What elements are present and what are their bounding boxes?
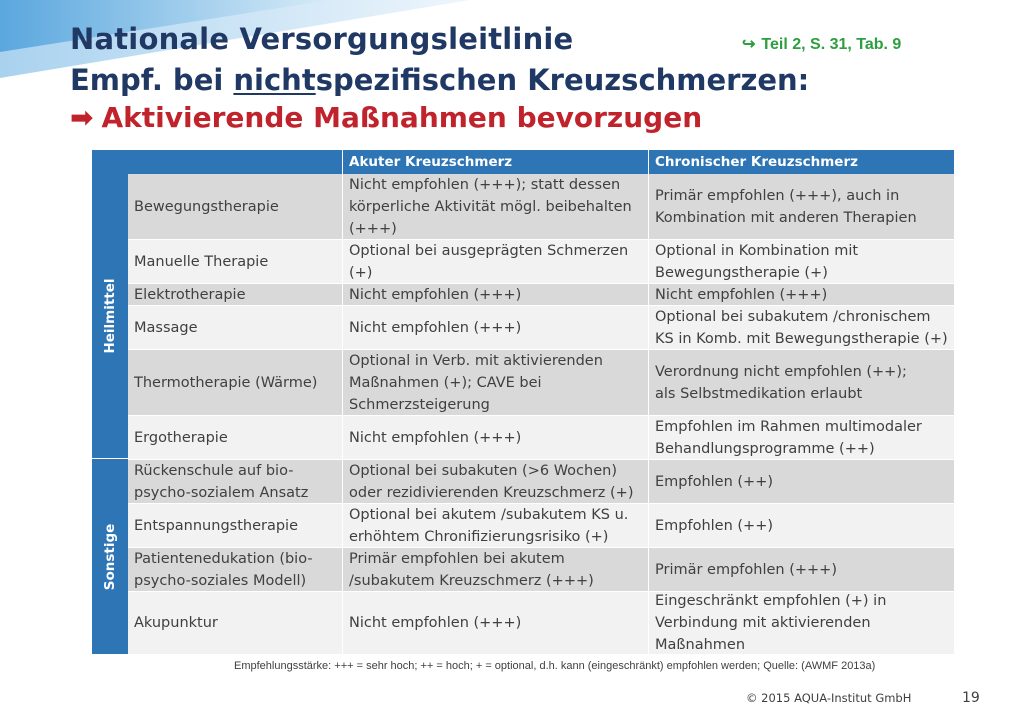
table-row (128, 416, 954, 460)
chronic-cell: Empfohlen (++) (648, 504, 954, 548)
group-label-sonstige: Sonstige (92, 459, 128, 655)
group-label-heilmittel: Heilmittel (92, 174, 128, 459)
chronic-cell: Eingeschränkt empfohlen (+) in Verbindung mit aktivierenden Maßnahmen (648, 592, 954, 655)
chronic-cell: Empfohlen (++) (648, 460, 954, 504)
acute-cell: Optional bei akutem /subakutem KS u. erhöhtem Chronifizierungsrisiko (+) (342, 504, 648, 548)
chronic-cell: Verordnung nicht empfohlen (++); als Selbstmedikation erlaubt (648, 350, 954, 416)
acute-cell: Primär empfohlen bei akutem /subakutem Kreuzschmerz (+++) (342, 548, 648, 592)
table-row (128, 504, 954, 548)
legend-footnote: Empfehlungsstärke: +++ = sehr hoch; ++ = hoch; + = optional, d.h. kann (eingeschränkt) empfohlen werden; Quelle: (AWMF 2013a) (234, 660, 876, 672)
conclusion-text: Aktivierende Maßnahmen bevorzugen (101, 101, 703, 134)
slide-conclusion (70, 101, 702, 134)
chronic-cell: Primär empfohlen (+++), auch in Kombination mit anderen Therapien (648, 174, 954, 240)
therapy-cell: Ergotherapie (128, 416, 342, 460)
table-row (128, 548, 954, 592)
reference-text: Teil 2, S. 31, Tab. 9 (761, 36, 902, 53)
chronic-cell: Nicht empfohlen (+++) (648, 284, 954, 306)
table-row (128, 174, 954, 240)
table-row (128, 284, 954, 306)
right-arrow-icon: ➡ (70, 101, 94, 134)
acute-cell: Optional bei subakuten (>6 Wochen) oder rezidivierenden Kreuzschmerz (+) (342, 460, 648, 504)
subtitle-underlined: nicht (233, 63, 316, 97)
chronic-cell: Optional bei subakutem /chronischem KS in Komb. mit Bewegungstherapie (+) (648, 306, 954, 350)
header-cell-acute: Akuter Kreuzschmerz (342, 150, 648, 174)
table-row (128, 350, 954, 416)
header-cell-chronic: Chronischer Kreuzschmerz (648, 150, 954, 174)
acute-cell: Nicht empfohlen (+++) (342, 306, 648, 350)
page-number: 19 (962, 690, 980, 706)
therapy-cell: Bewegungstherapie (128, 174, 342, 240)
subtitle-suffix: spezifischen Kreuzschmerzen: (315, 63, 810, 97)
chronic-cell: Primär empfohlen (+++) (648, 548, 954, 592)
therapy-cell: Akupunktur (128, 592, 342, 655)
reference-note (742, 34, 901, 54)
chronic-cell: Empfohlen im Rahmen multimodaler Behandlungsprogramme (++) (648, 416, 954, 460)
acute-cell: Optional bei ausgeprägten Schmerzen (+) (342, 240, 648, 284)
acute-cell: Nicht empfohlen (+++); statt dessen körperliche Aktivität mögl. beibehalten (+++) (342, 174, 648, 240)
header-cell-empty (92, 150, 342, 174)
slide-subtitle (70, 63, 809, 97)
acute-cell: Optional in Verb. mit aktivierenden Maßnahmen (+); CAVE bei Schmerzsteigerung (342, 350, 648, 416)
table-row (128, 460, 954, 504)
acute-cell: Nicht empfohlen (+++) (342, 592, 648, 655)
acute-cell: Nicht empfohlen (+++) (342, 284, 648, 306)
table-row (128, 306, 954, 350)
therapy-cell: Manuelle Therapie (128, 240, 342, 284)
therapy-cell: Patientenedukation (bio- psycho-soziales Modell) (128, 548, 342, 592)
recommendation-table (92, 150, 954, 655)
therapy-cell: Rückenschule auf bio- psycho-sozialem Ansatz (128, 460, 342, 504)
reference-arrow-icon: ↪ (742, 36, 756, 53)
table-header (92, 150, 954, 174)
copyright: © 2015 AQUA-Institut GmbH (746, 691, 912, 705)
subtitle-prefix: Empf. bei (70, 63, 234, 97)
slide-title: Nationale Versorgungsleitlinie (70, 22, 574, 56)
chronic-cell: Optional in Kombination mit Bewegungstherapie (+) (648, 240, 954, 284)
therapy-cell: Massage (128, 306, 342, 350)
therapy-cell: Elektrotherapie (128, 284, 342, 306)
therapy-cell: Thermotherapie (Wärme) (128, 350, 342, 416)
table-row (128, 240, 954, 284)
acute-cell: Nicht empfohlen (+++) (342, 416, 648, 460)
therapy-cell: Entspannungstherapie (128, 504, 342, 548)
table-row (128, 592, 954, 655)
